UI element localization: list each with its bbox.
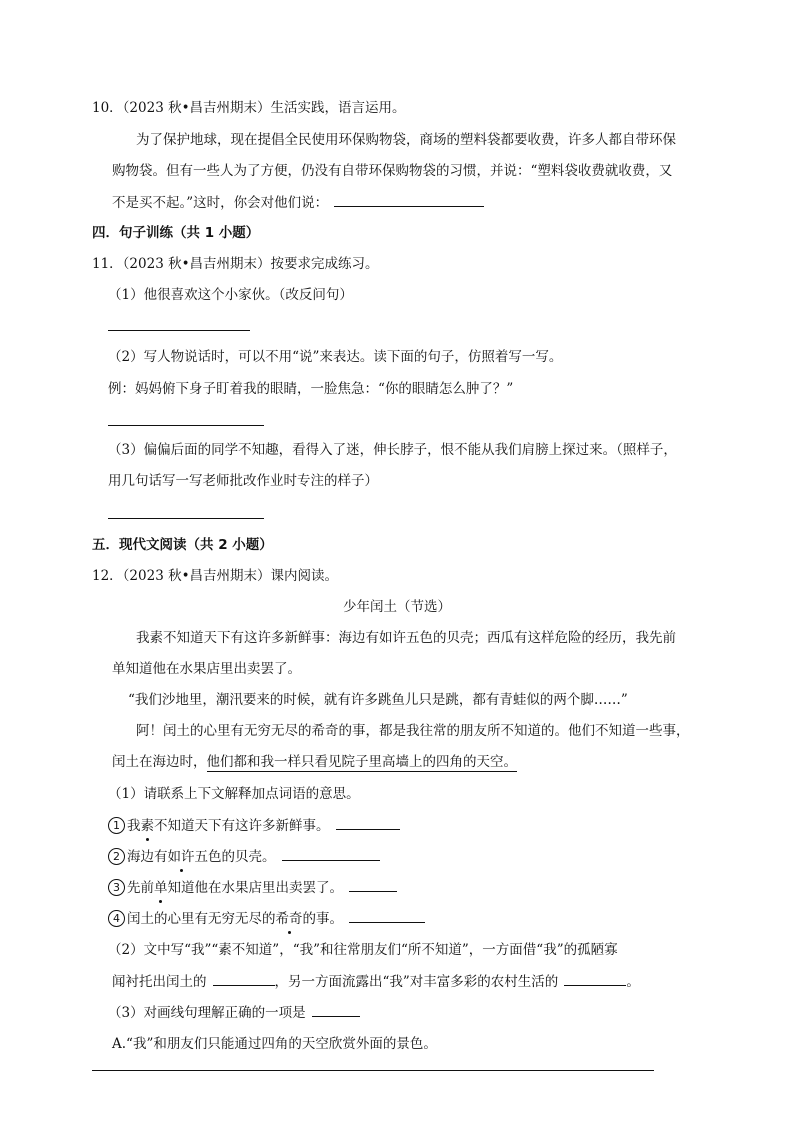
section4-heading: 四．句子训练（共 1 小题） — [92, 225, 260, 241]
q10-para-line3 — [112, 192, 484, 213]
q11-sub2-answer-line[interactable] — [108, 425, 264, 426]
q11-sub3-line1: （3）偏偏后面的同学不知趣，看得入了迷，伸长脖子，恨不能从我们肩膀上探过来。（照样子， — [108, 442, 677, 458]
circled-number-1: 1 — [108, 817, 125, 834]
sub2-text-b: ，另一方面流露出“我”对丰富多彩的农村生活的 — [274, 974, 559, 990]
item2-dotted-word: 如许 — [167, 849, 195, 865]
circled-number-2: 2 — [108, 848, 125, 865]
q10-title: 10．（2023 秋•昌吉州期末）生活实践，语言运用。 — [92, 100, 406, 116]
item1-answer-blank[interactable] — [336, 815, 400, 830]
item4-pre: 闰土的心里有无穷无尽的 — [127, 911, 276, 927]
q12-option-a: A.“我”和朋友们只能通过四角的天空欣赏外面的景色。 — [112, 1036, 437, 1052]
passage-para3-line2 — [112, 752, 517, 772]
item1-pre: 我 — [127, 818, 141, 834]
sub2-blank-1[interactable] — [213, 971, 275, 986]
circled-number-4: 4 — [108, 910, 125, 927]
item4-dotted-word: 希奇 — [275, 911, 303, 927]
sub2-text-c: 。 — [626, 974, 640, 990]
q12-sub1: （1）请联系上下文解释加点词语的意思。 — [108, 786, 360, 802]
q11-sub1: （1）他很喜欢这个小家伙。（改反问句） — [108, 287, 353, 303]
q10-para-line1: 为了保护地球，现在提倡全民使用环保购物袋，商场的塑料袋都要收费，许多人都自带环保 — [136, 132, 676, 148]
page-bottom-rule — [92, 1070, 654, 1071]
q11-sub3-line2: 用几句话写一写老师批改作业时专注的样子） — [108, 473, 378, 489]
q12-item-2 — [108, 846, 380, 867]
q10-para-line3-text: 不是买不起。”这时，你会对他们说： — [112, 195, 329, 211]
q12-item-3 — [108, 877, 397, 898]
underlined-sentence: 他们都和我一样只看见院子里高墙上的四角的天空。 — [206, 754, 517, 770]
passage-para2: “我们沙地里，潮汛要来的时候，就有许多跳鱼儿只是跳，都有青蛙似的两个脚……” — [128, 692, 628, 708]
sub3-answer-blank[interactable] — [312, 1002, 360, 1017]
q11-sub2-example: 例：妈妈俯下身子盯着我的眼睛，一脸焦急：“你的眼睛怎么肿了？” — [108, 381, 514, 397]
item1-dotted-word: 素 — [140, 818, 154, 834]
q12-sub3 — [108, 1002, 360, 1023]
item1-post: 不知道天下有这许多新鲜事。 — [154, 818, 330, 834]
passage-para1-line1: 我素不知道天下有这许多新鲜事：海边有如许五色的贝壳；西瓜有这样危险的经历，我先前 — [136, 630, 676, 646]
q12-item-1 — [108, 815, 400, 836]
q10-answer-blank[interactable] — [334, 192, 484, 207]
item2-answer-blank[interactable] — [282, 846, 380, 861]
sub3-text: （3）对画线句理解正确的一项是 — [108, 1005, 306, 1021]
passage-para3-prefix: 闰土在海边时， — [112, 754, 207, 770]
passage-title: 少年闰土（节选） — [343, 599, 451, 615]
sub2-blank-2[interactable] — [564, 971, 626, 986]
q11-sub3-answer-line[interactable] — [108, 518, 264, 519]
q12-sub2-line1: （2）文中写“我”“素不知道”，“我”和往常朋友们“所不知道”，一方面借“我”的孤陋寡 — [108, 942, 618, 958]
item4-post: 的事。 — [302, 911, 343, 927]
passage-para3-line1: 阿！闰土的心里有无穷无尽的希奇的事，都是我往常的朋友所不知道的。他们不知道一些事， — [136, 723, 690, 739]
item3-dotted-word: 单 — [154, 880, 168, 896]
item4-answer-blank[interactable] — [349, 908, 425, 923]
circled-number-3: 3 — [108, 879, 125, 896]
passage-para1-line2: 单知道他在水果店里出卖罢了。 — [112, 661, 301, 677]
q11-sub1-answer-line[interactable] — [108, 330, 250, 331]
q11-title: 11．（2023 秋•昌吉州期末）按要求完成练习。 — [92, 256, 379, 272]
sub2-text-a: 闻衬托出闰土的 — [112, 974, 207, 990]
q12-title: 12．（2023 秋•昌吉州期末）课内阅读。 — [92, 568, 339, 584]
item2-post: 五色的贝壳。 — [194, 849, 276, 865]
q10-para-line2: 购物袋。但有一些人为了方便，仍没有自带环保购物袋的习惯，并说：“塑料袋收费就收费，又 — [112, 163, 673, 179]
q12-sub2-line2 — [112, 971, 640, 992]
q12-item-4 — [108, 908, 425, 929]
section5-heading: 五．现代文阅读（共 2 小题） — [92, 537, 273, 553]
item3-post: 知道他在水果店里出卖罢了。 — [167, 880, 343, 896]
item2-pre: 海边有 — [127, 849, 168, 865]
q11-sub2: （2）写人物说话时，可以不用“说”来表达。读下面的句子，仿照着写一写。 — [108, 349, 563, 365]
item3-answer-blank[interactable] — [349, 877, 397, 892]
item3-pre: 先前 — [127, 880, 154, 896]
